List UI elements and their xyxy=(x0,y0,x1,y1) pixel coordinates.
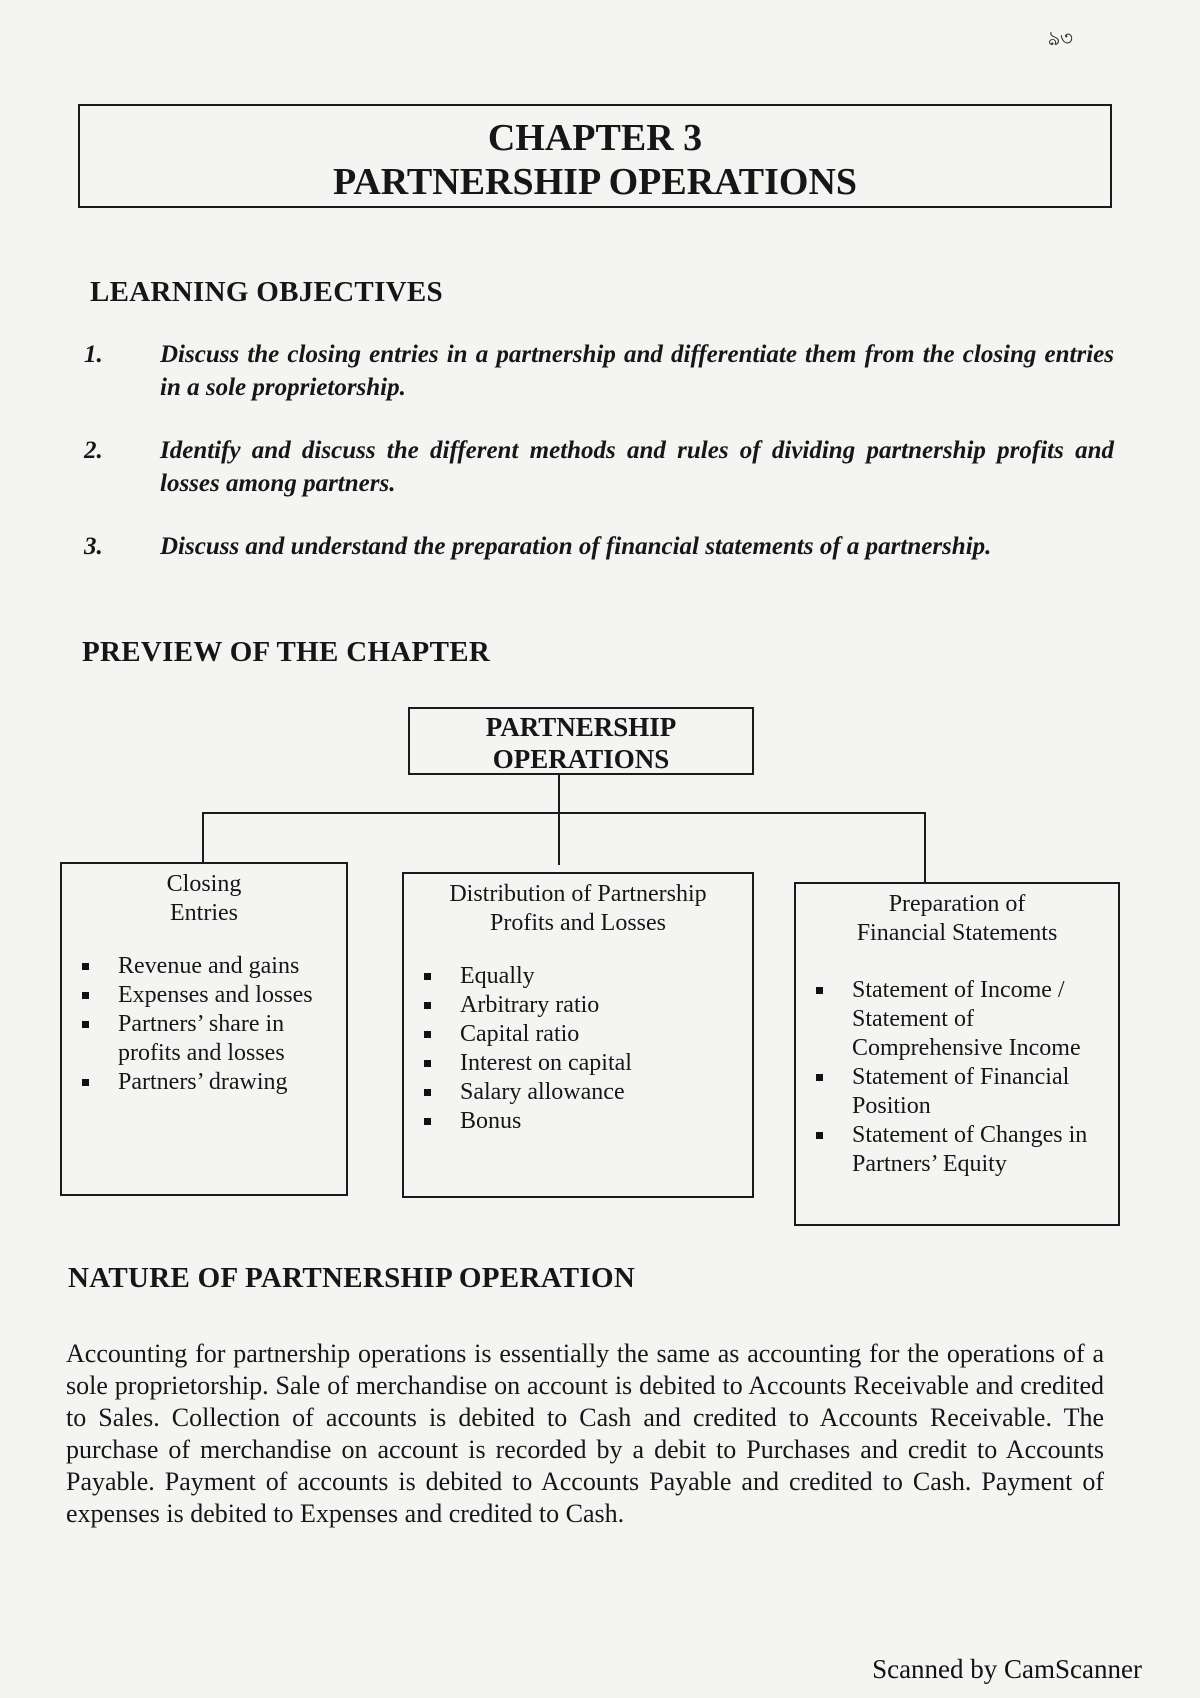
branch-item-list xyxy=(404,962,752,1136)
nature-paragraph: Accounting for partnership operations is essentially the same as accounting for the operations of a sole proprietorship. Sale of merchandise on account is debited to Accounts Receivable and credited to Sales. Collection of accounts is debited to Cash and credited to Accounts Receivable. The purchase of merchandise on account is recorded by a debit to Purchases and credit to Accounts Payable. Payment of accounts is debited to Accounts Payable and credited to Cash. Payment of expenses is debited to Expenses and credited to Cash. xyxy=(66,1339,1104,1528)
preview-heading: PREVIEW OF THE CHAPTER xyxy=(82,636,491,668)
objective-number: 3. xyxy=(84,533,103,560)
branch-title-line1: Closing xyxy=(166,871,242,897)
branch-title xyxy=(404,880,752,938)
list-item: Partners’ share in profits and losses xyxy=(82,1010,332,1068)
list-item: Interest on capital xyxy=(424,1049,738,1078)
branch-financial-statements xyxy=(794,882,1120,1226)
branch-title xyxy=(62,870,346,928)
list-item: Equally xyxy=(424,962,738,991)
objective-text: Identify and discuss the different methods and rules of dividing partnership profits and losses among partners. xyxy=(160,437,1114,497)
list-item: Partners’ drawing xyxy=(82,1068,332,1097)
connector-left-vertical xyxy=(202,812,204,864)
chapter-title: PARTNERSHIP OPERATIONS xyxy=(332,161,858,203)
chapter-title-box xyxy=(78,104,1112,208)
list-item: Capital ratio xyxy=(424,1020,738,1049)
list-item: Statement of Changes in Partners’ Equity xyxy=(816,1121,1104,1179)
root-line1: PARTNERSHIP xyxy=(485,712,677,742)
branch-distribution-profits-losses xyxy=(402,872,754,1198)
list-item: Bonus xyxy=(424,1107,738,1136)
connector-root-vertical xyxy=(558,775,560,865)
branch-title-line1: Preparation of xyxy=(888,891,1026,917)
branch-title-line2: Financial Statements xyxy=(856,920,1058,946)
objective-text: Discuss the closing entries in a partnership and differentiate them from the closing entries in a sole proprietorship. xyxy=(160,341,1114,401)
list-item: Statement of Financial Position xyxy=(816,1063,1104,1121)
learning-objectives-heading: LEARNING OBJECTIVES xyxy=(90,276,443,308)
branch-title xyxy=(796,890,1118,948)
connector-horizontal xyxy=(202,812,926,814)
objective-item xyxy=(84,530,1114,563)
list-item: Statement of Income / Statement of Comprehensive Income xyxy=(816,976,1104,1063)
objective-number: 1. xyxy=(84,341,103,368)
branch-title-line1: Distribution of Partnership xyxy=(449,881,707,907)
list-item: Arbitrary ratio xyxy=(424,991,738,1020)
branch-closing-entries xyxy=(60,862,348,1196)
learning-objectives-list xyxy=(84,338,1114,593)
connector-right-vertical xyxy=(924,812,926,884)
list-item: Salary allowance xyxy=(424,1078,738,1107)
branch-title-line2: Entries xyxy=(170,900,238,926)
branch-item-list xyxy=(62,952,346,1097)
objective-text: Discuss and understand the preparation of financial statements of a partnership. xyxy=(160,533,992,560)
nature-heading: NATURE OF PARTNERSHIP OPERATION xyxy=(68,1262,636,1294)
root-line2: OPERATIONS xyxy=(492,744,670,774)
list-item: Expenses and losses xyxy=(82,981,332,1010)
chapter-number: CHAPTER 3 xyxy=(487,117,703,159)
branch-title-line2: Profits and Losses xyxy=(490,910,666,936)
diagram-root-box xyxy=(408,707,754,775)
objective-item xyxy=(84,338,1114,404)
objective-number: 2. xyxy=(84,437,103,464)
branch-item-list xyxy=(796,976,1118,1179)
page-number: ঌ৩ xyxy=(1048,28,1074,50)
scanner-watermark: Scanned by CamScanner xyxy=(872,1654,1142,1684)
list-item: Revenue and gains xyxy=(82,952,332,981)
objective-item xyxy=(84,434,1114,500)
